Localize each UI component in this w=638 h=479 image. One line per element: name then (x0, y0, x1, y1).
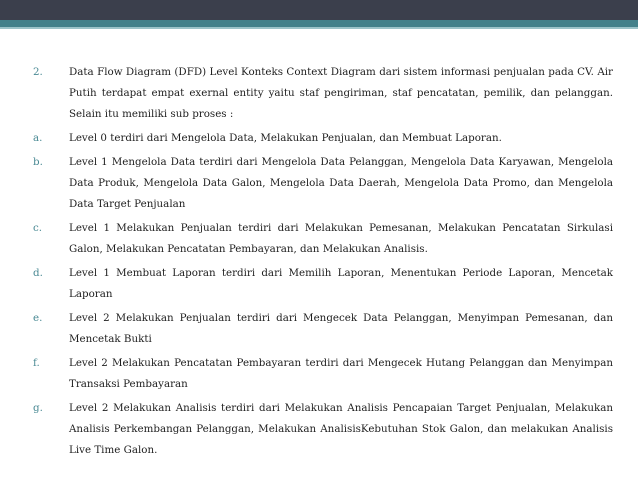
list-marker: 2. (33, 66, 43, 78)
list-item (33, 128, 613, 149)
list-text: Level 2 Melakukan Penjualan terdiri dari Mengecek Data Pelanggan, Menyimpan Pemesanan, dan Mencetak Bukti (69, 312, 613, 345)
list-item (33, 353, 613, 395)
list-marker: c. (33, 222, 43, 234)
list-item (33, 62, 613, 125)
list-marker: e. (33, 312, 43, 324)
list-marker: d. (33, 267, 43, 279)
list-text: Level 1 Mengelola Data terdiri dari Mengelola Data Pelanggan, Mengelola Data Karyawan, Mengelola Data Produk, Mengelola Data Galon, Mengelola Data Daerah, Mengelola Data Promo, dan Mengelola Data Target Penjualan (69, 156, 613, 210)
list-marker: a. (33, 132, 43, 144)
list-text: Data Flow Diagram (DFD) Level Konteks Context Diagram dari sistem informasi penjualan pada CV. Air Putih terdapat empat exernal entity yaitu staf pengiriman, staf pencatatan, pemilik, dan pelanggan. Selain itu memiliki sub proses : (69, 66, 613, 120)
list-marker: f. (33, 357, 40, 369)
list-item (33, 398, 613, 461)
list-marker: g. (33, 402, 43, 414)
list-text: Level 1 Melakukan Penjualan terdiri dari Melakukan Pemesanan, Melakukan Pencatatan Sirkulasi Galon, Melakukan Pencatatan Pembayaran, dan Melakukan Analisis. (69, 222, 613, 255)
list-item (33, 263, 613, 305)
list-item (33, 218, 613, 260)
list-text: Level 0 terdiri dari Mengelola Data, Melakukan Penjualan, dan Membuat Laporan. (69, 132, 502, 144)
list-item (33, 152, 613, 215)
list-text: Level 2 Melakukan Analisis terdiri dari Melakukan Analisis Pencapaian Target Penjualan, Melakukan Analisis Perkembangan Pelanggan, Melakukan AnalisisKebutuhan Stok Galon, dan melakukan Analisis Live Time Galon. (69, 402, 613, 456)
list-item (33, 308, 613, 350)
list-marker: b. (33, 156, 43, 168)
slide-header-bar (0, 0, 638, 20)
list-text: Level 1 Membuat Laporan terdiri dari Memilih Laporan, Menentukan Periode Laporan, Mencetak Laporan (69, 267, 613, 300)
slide-header-accent (0, 20, 638, 27)
list-text: Level 2 Melakukan Pencatatan Pembayaran terdiri dari Mengecek Hutang Pelanggan dan Menyimpan Transaksi Pembayaran (69, 357, 613, 390)
slide-content (33, 62, 613, 461)
slide-header-divider (0, 27, 638, 29)
